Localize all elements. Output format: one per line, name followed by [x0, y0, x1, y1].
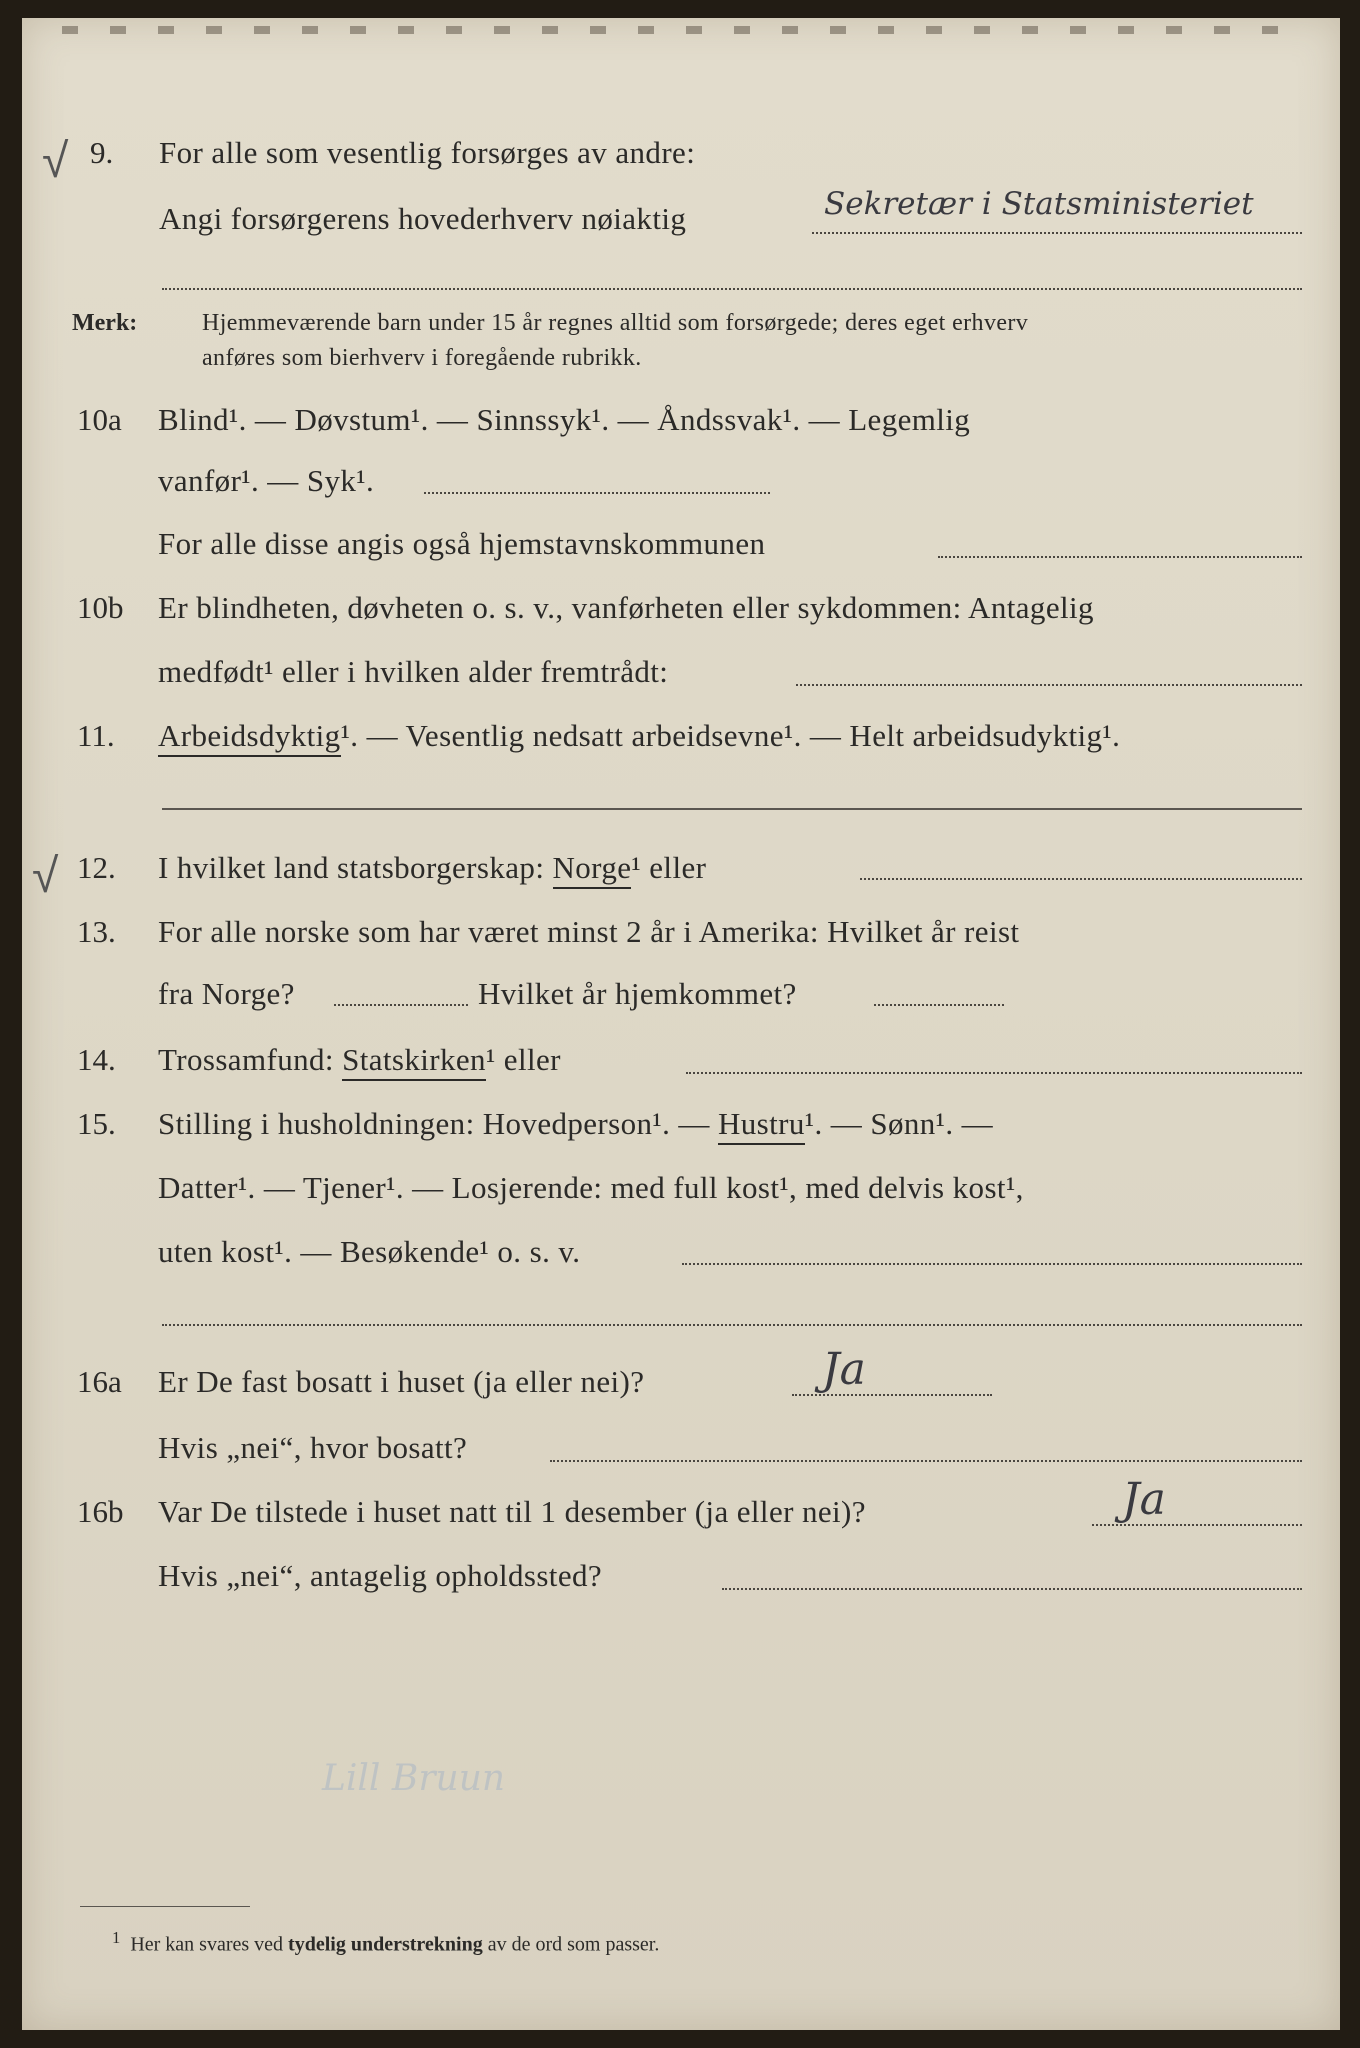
q11-line	[158, 718, 1120, 754]
footnote	[112, 1928, 659, 1957]
note-label: Merk:	[72, 310, 138, 336]
q13-number: 13.	[77, 914, 116, 949]
q16a-line1: Er De fast bosatt i huset (ja eller nei)?	[158, 1364, 645, 1399]
footnote-rule	[80, 1906, 250, 1907]
check-mark-icon: √	[32, 848, 59, 904]
q9-answer-line	[812, 232, 1302, 234]
q13-line2b: Hvilket år hjemkommet?	[478, 976, 797, 1011]
q10a-hometown-line	[938, 556, 1302, 558]
q10a-line1: Blind¹. — Døvstum¹. — Sinnssyk¹. — Åndssvak¹. — Legemlig	[158, 402, 971, 437]
q16b-number: 16b	[77, 1494, 124, 1529]
q16b-line2: Hvis „nei“, antagelig opholdssted?	[158, 1558, 603, 1593]
q9-handwritten-answer: Sekretær i Statsministeriet	[824, 186, 1254, 222]
q10a-answer-line	[424, 492, 770, 494]
q14-selected-option: Statskirken	[342, 1042, 486, 1081]
q15-line1a: Stilling i husholdningen: Hovedperson¹. —	[158, 1106, 710, 1141]
q9-number: 9.	[90, 135, 114, 170]
q15-number: 15.	[77, 1106, 116, 1141]
q12-suffix: ¹ eller	[631, 850, 707, 885]
footnote-bold-text: tydelig understrekning	[288, 1933, 483, 1956]
q9-line2: Angi forsørgerens hovederhverv nøiaktig	[159, 201, 687, 236]
q15-line1	[158, 1106, 993, 1142]
q14-prefix: Trossamfund:	[158, 1042, 334, 1077]
footnote-mark: 1	[112, 1928, 121, 1947]
check-mark-icon: √	[42, 133, 69, 189]
q10b-number: 10b	[77, 590, 124, 625]
q16a-line2: Hvis „nei“, hvor bosatt?	[158, 1430, 468, 1465]
census-form-page	[22, 18, 1340, 2030]
faint-stamp: Lill Bruun	[322, 1758, 506, 1799]
q12-number: 12.	[77, 850, 116, 885]
q9-line1: For alle som vesentlig forsørges av andre:	[159, 135, 696, 170]
note-line2: anføres som bierhverv i foregående rubrikk.	[202, 345, 642, 371]
q11-number: 11.	[77, 718, 115, 753]
q15-answer-line	[682, 1263, 1302, 1265]
q10b-answer-line	[796, 684, 1302, 686]
q12-answer-line	[860, 878, 1302, 880]
q15-extra-line	[162, 1324, 1302, 1326]
q10a-number: 10a	[77, 402, 122, 437]
footnote-text-end: av de ord som passer.	[482, 1933, 660, 1956]
q10a-line2: vanfør¹. — Syk¹.	[158, 463, 375, 498]
q11-selected-option: Arbeidsdyktig	[158, 718, 341, 757]
q14-answer-line	[686, 1072, 1302, 1074]
q16a-handwritten-answer: Ja	[822, 1344, 866, 1395]
q15-line1b: ¹. — Sønn¹. —	[804, 1106, 994, 1141]
q16b-line1: Var De tilstede i huset natt til 1 desember (ja eller nei)?	[158, 1494, 866, 1529]
q16b-handwritten-answer: Ja	[1122, 1474, 1166, 1525]
q10b-line2: medfødt¹ eller i hvilken alder fremtrådt:	[158, 654, 669, 689]
q13-line1: For alle norske som har været minst 2 år i Amerika: Hvilket år reist	[158, 914, 1020, 949]
q11-rest: ¹. — Vesentlig nedsatt arbeidsevne¹. — Helt arbeidsudyktig¹.	[340, 718, 1121, 753]
q10a-line3: For alle disse angis også hjemstavnskommunen	[158, 526, 766, 561]
q16a-address-line	[550, 1460, 1302, 1462]
q14-line	[158, 1042, 561, 1078]
q14-number: 14.	[77, 1042, 116, 1077]
q10b-line1: Er blindheten, døvheten o. s. v., vanførheten eller sykdommen: Antagelig	[158, 590, 1094, 625]
q15-selected-option: Hustru	[718, 1106, 805, 1145]
q14-suffix: ¹ eller	[485, 1042, 561, 1077]
q12-selected-option: Norge	[553, 850, 632, 889]
q15-line3: uten kost¹. — Besøkende¹ o. s. v.	[158, 1234, 581, 1269]
q12-line	[158, 850, 706, 886]
perforation-edge	[62, 26, 1300, 34]
q15-line2: Datter¹. — Tjener¹. — Losjerende: med full kost¹, med delvis kost¹,	[158, 1170, 1024, 1205]
q13-return-line	[874, 1004, 1004, 1006]
separator-line	[162, 808, 1302, 810]
note-line1: Hjemmeværende barn under 15 år regnes alltid som forsørgede; deres eget erhverv	[202, 310, 1029, 336]
q13-departure-line	[334, 1004, 468, 1006]
q9-extra-line	[162, 288, 1302, 290]
q13-line2a: fra Norge?	[158, 976, 295, 1011]
q16b-location-line	[722, 1588, 1302, 1590]
q16a-number: 16a	[77, 1364, 122, 1399]
q12-prefix: I hvilket land statsborgerskap:	[158, 850, 545, 885]
footnote-text: Her kan svares ved	[130, 1933, 289, 1956]
